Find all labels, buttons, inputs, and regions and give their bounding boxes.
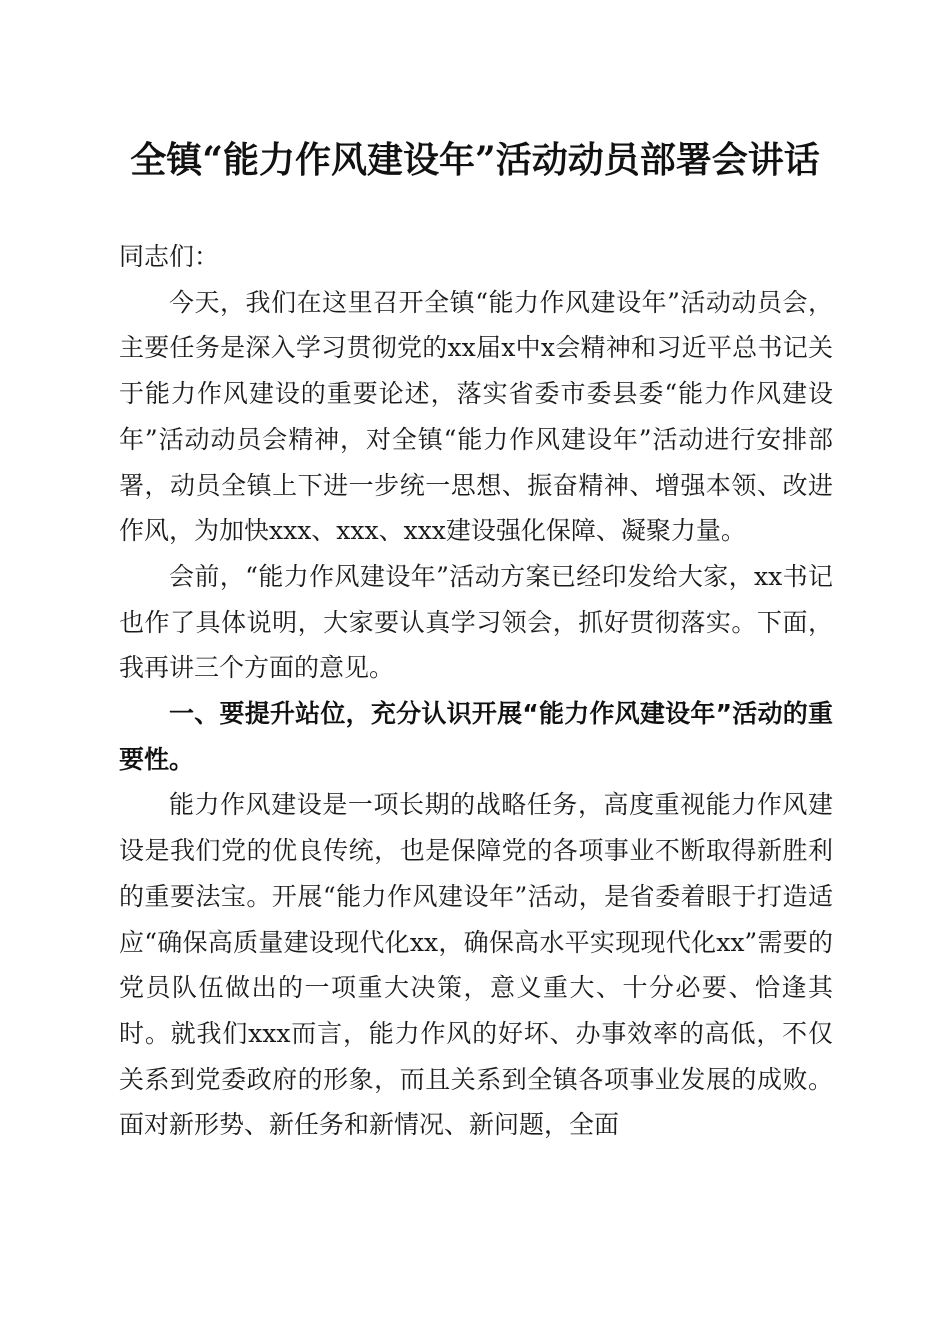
section-heading-1: 一、要提升站位，充分认识开展“能力作风建设年”活动的重要性。 xyxy=(119,699,833,774)
salutation: 同志们： xyxy=(119,242,220,271)
body-paragraph-preface: 会前，“能力作风建设年”活动方案已经印发给大家，xx书记也作了具体说明，大家要认真学习领会，抓好贯彻落实。下面，我再讲三个方面的意见。 xyxy=(119,561,833,683)
document-title: 全镇“能力作风建设年”活动动员部署会讲话 xyxy=(130,139,820,181)
body-paragraph-opening: 今天，我们在这里召开全镇“能力作风建设年”活动动员会，主要任务是深入学习贯彻党的xx届x中x会精神和习近平总书记关于能力作风建设的重要论述，落实省委市委县委“能力作风建设年”活动动员会精神，对全镇“能力作风建设年”活动进行安排部署，动员全镇上下进一步统一思想、振奋精神、增强本领、改进作风，为加快xxx、xxx、xxx建设强化保障、凝聚力量。 xyxy=(119,287,833,546)
section-1-paragraph: 能力作风建设是一项长期的战略任务，高度重视能力作风建设是我们党的优良传统，也是保障党的各项事业不断取得新胜利的重要法宝。开展“能力作风建设年”活动，是省委着眼于打造适应“确保高质量建设现代化xx，确保高水平实现现代化xx”需要的党员队伍做出的一项重大决策，意义重大、十分必要、恰逢其时。就我们xxx而言，能力作风的好坏、办事效率的高低，不仅关系到党委政府的形象，而且关系到全镇各项事业发展的成败。面对新形势、新任务和新情况、新问题，全面 xyxy=(119,790,833,1140)
document-body xyxy=(119,234,833,1148)
